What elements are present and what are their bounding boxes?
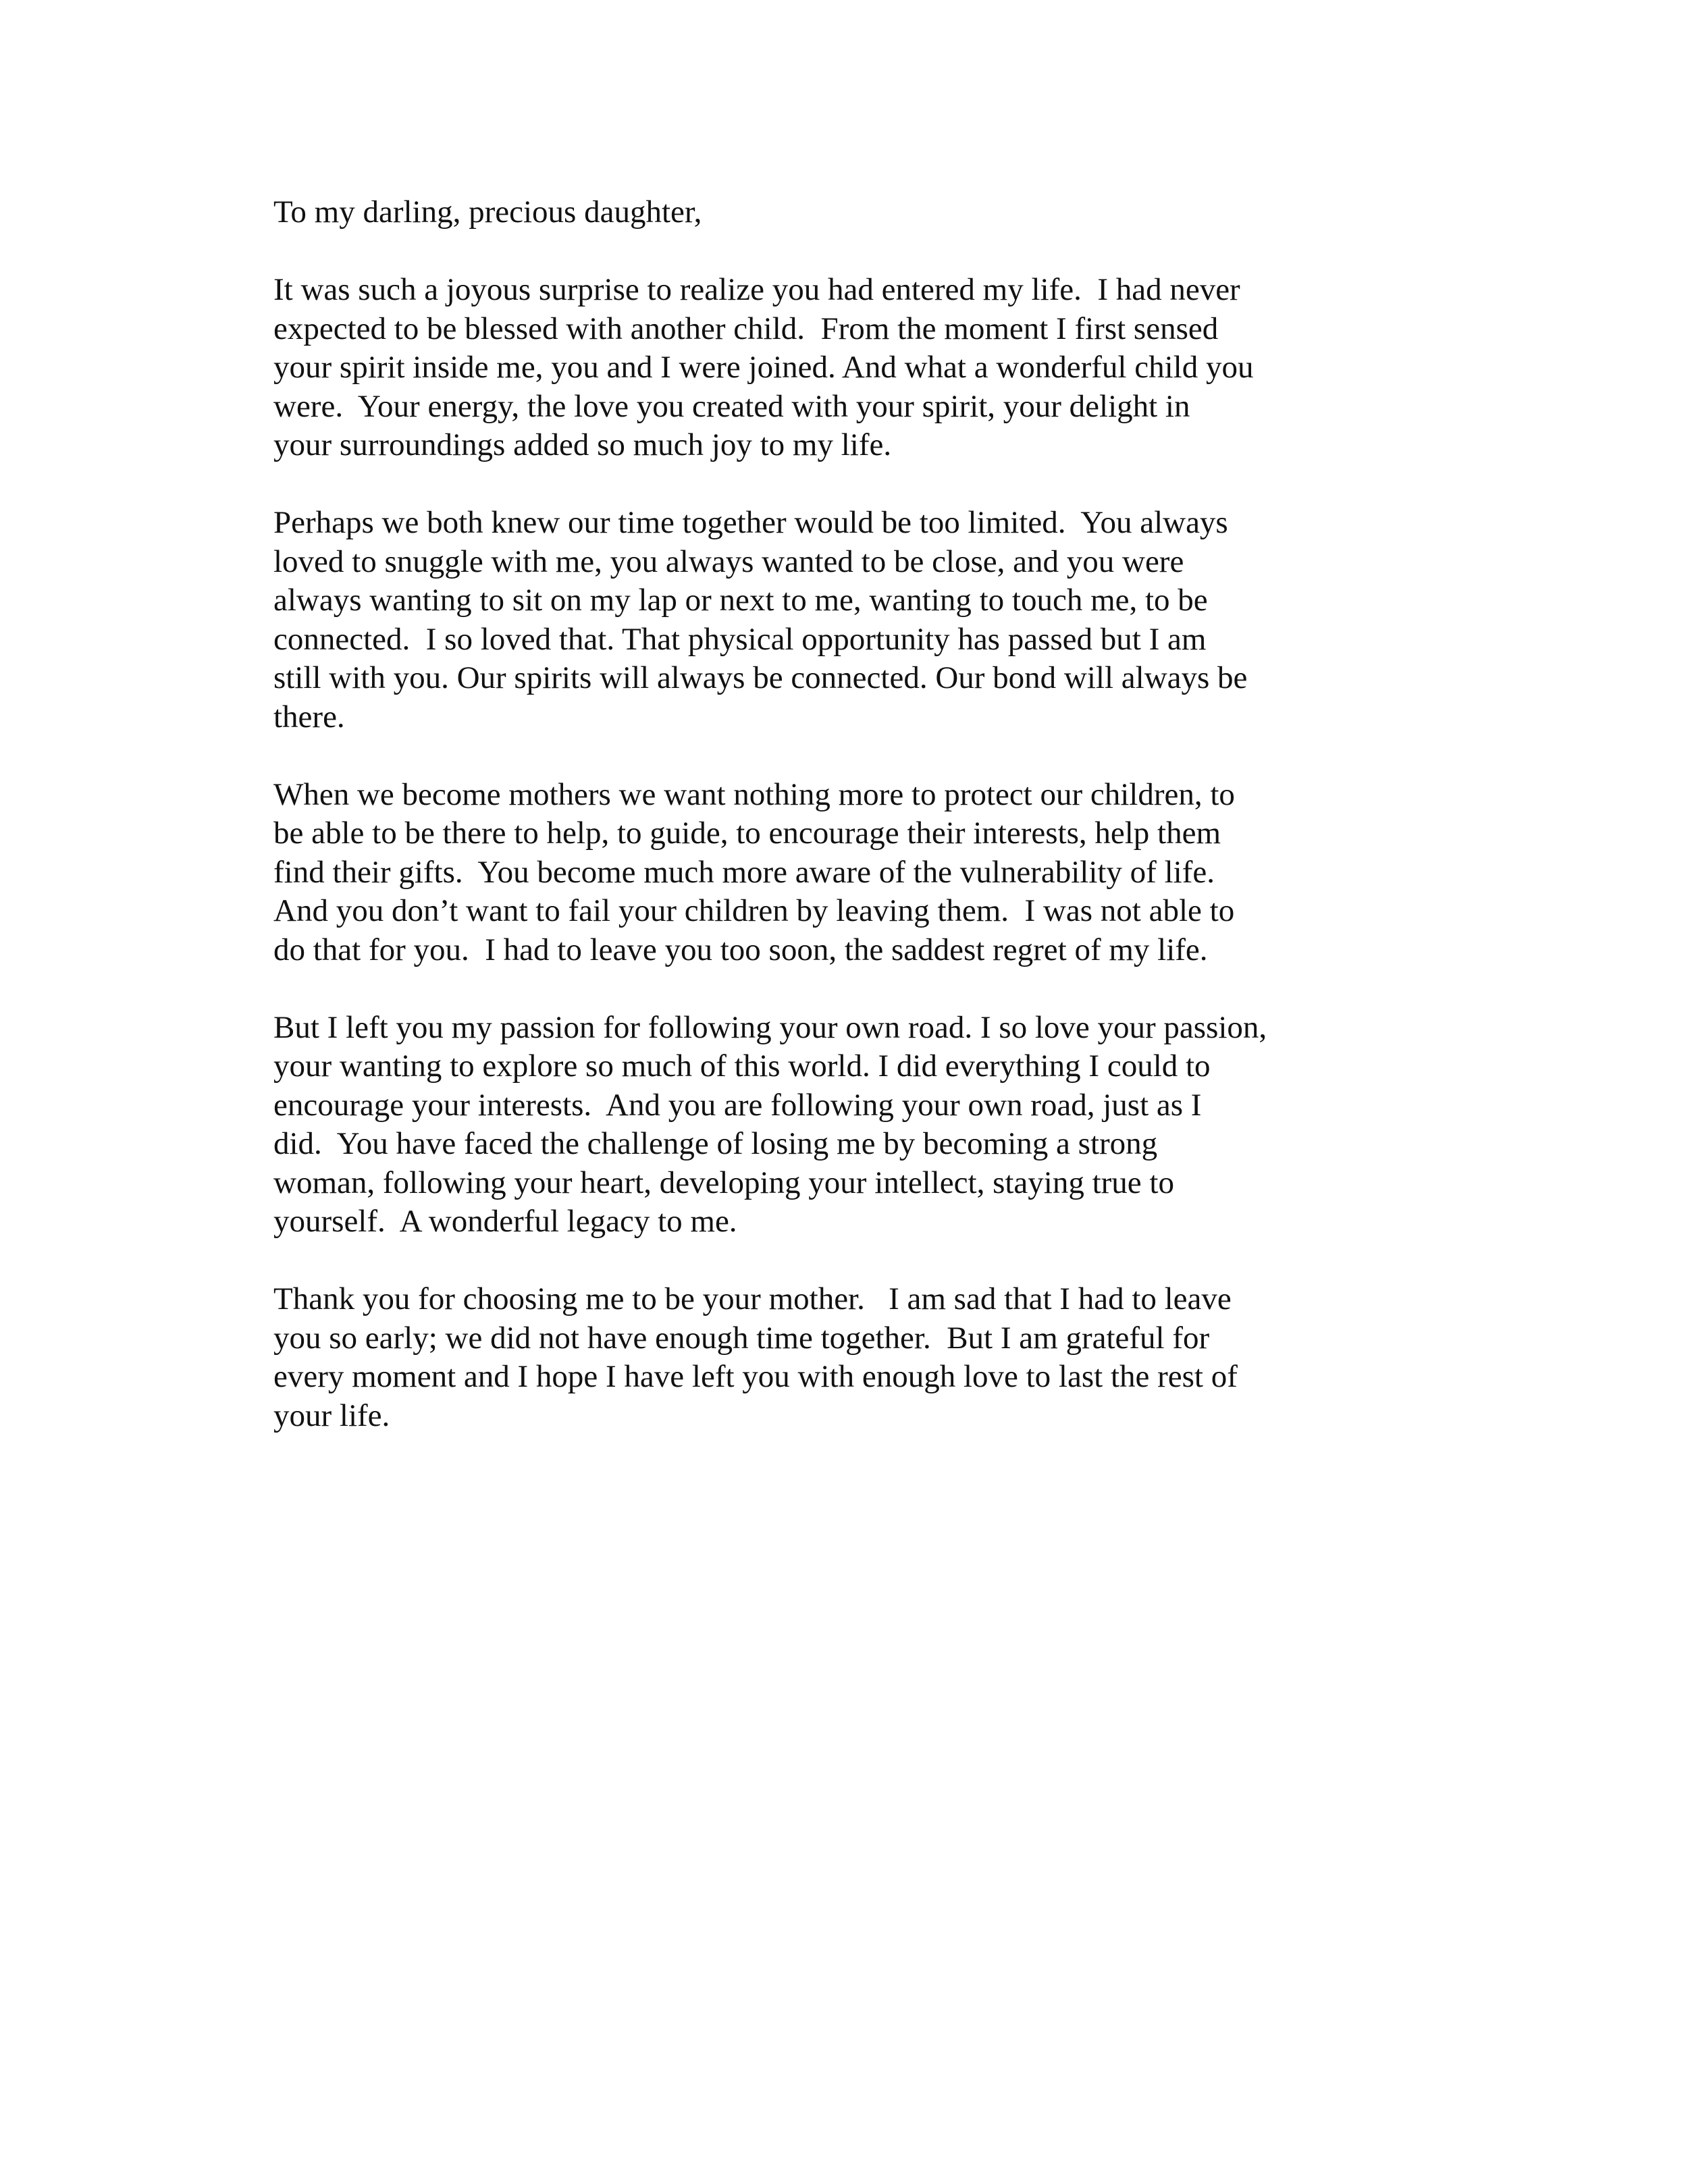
text-line: be able to be there to help, to guide, to encourage their interests, help them xyxy=(273,816,1221,851)
paragraph-2 xyxy=(273,504,1388,737)
salutation xyxy=(273,193,1388,232)
paragraph-3 xyxy=(273,776,1388,970)
text-line: expected to be blessed with another child. From the moment I first sensed xyxy=(273,311,1219,346)
text-line: your surroundings added so much joy to my life. xyxy=(273,427,892,462)
text-line: find their gifts. You become much more aware of the vulnerability of life. xyxy=(273,854,1215,890)
text-line: But I left you my passion for following your own road. I so love your passion, xyxy=(273,1009,1267,1045)
text-line: Perhaps we both knew our time together would be too limited. You always xyxy=(273,505,1228,540)
text-line: your life. xyxy=(273,1397,390,1433)
text-line: your wanting to explore so much of this world. I did everything I could to xyxy=(273,1048,1211,1084)
text-line: encourage your interests. And you are following your own road, just as I xyxy=(273,1087,1202,1123)
paragraph-5 xyxy=(273,1280,1388,1435)
text-line: you so early; we did not have enough time together. But I am grateful for xyxy=(273,1320,1210,1356)
text-line: every moment and I hope I have left you with enough love to last the rest of xyxy=(273,1359,1238,1394)
paragraph-1 xyxy=(273,271,1388,465)
salutation-line: To my darling, precious daughter, xyxy=(273,194,702,230)
text-line: your spirit inside me, you and I were joined. And what a wonderful child you xyxy=(273,350,1254,385)
text-line: Thank you for choosing me to be your mother. I am sad that I had to leave xyxy=(273,1281,1232,1316)
text-line: still with you. Our spirits will always be connected. Our bond will always be xyxy=(273,660,1248,695)
text-line: there. xyxy=(273,699,345,735)
text-line: connected. I so loved that. That physical opportunity has passed but I am xyxy=(273,621,1207,657)
text-line: were. Your energy, the love you created with your spirit, your delight in xyxy=(273,388,1190,424)
text-line: do that for you. I had to leave you too soon, the saddest regret of my life. xyxy=(273,932,1208,967)
paragraph-4 xyxy=(273,1009,1388,1242)
text-line: And you don’t want to fail your children by leaving them. I was not able to xyxy=(273,893,1235,928)
text-line: yourself. A wonderful legacy to me. xyxy=(273,1204,737,1239)
text-line: woman, following your heart, developing your intellect, staying true to xyxy=(273,1165,1174,1200)
text-line: loved to snuggle with me, you always wanted to be close, and you were xyxy=(273,543,1184,579)
text-line: It was such a joyous surprise to realize you had entered my life. I had never xyxy=(273,272,1240,307)
text-line: always wanting to sit on my lap or next to me, wanting to touch me, to be xyxy=(273,583,1208,618)
text-line: did. You have faced the challenge of losing me by becoming a strong xyxy=(273,1126,1158,1161)
text-line: When we become mothers we want nothing more to protect our children, to xyxy=(273,776,1235,812)
letter-body xyxy=(273,193,1388,1474)
